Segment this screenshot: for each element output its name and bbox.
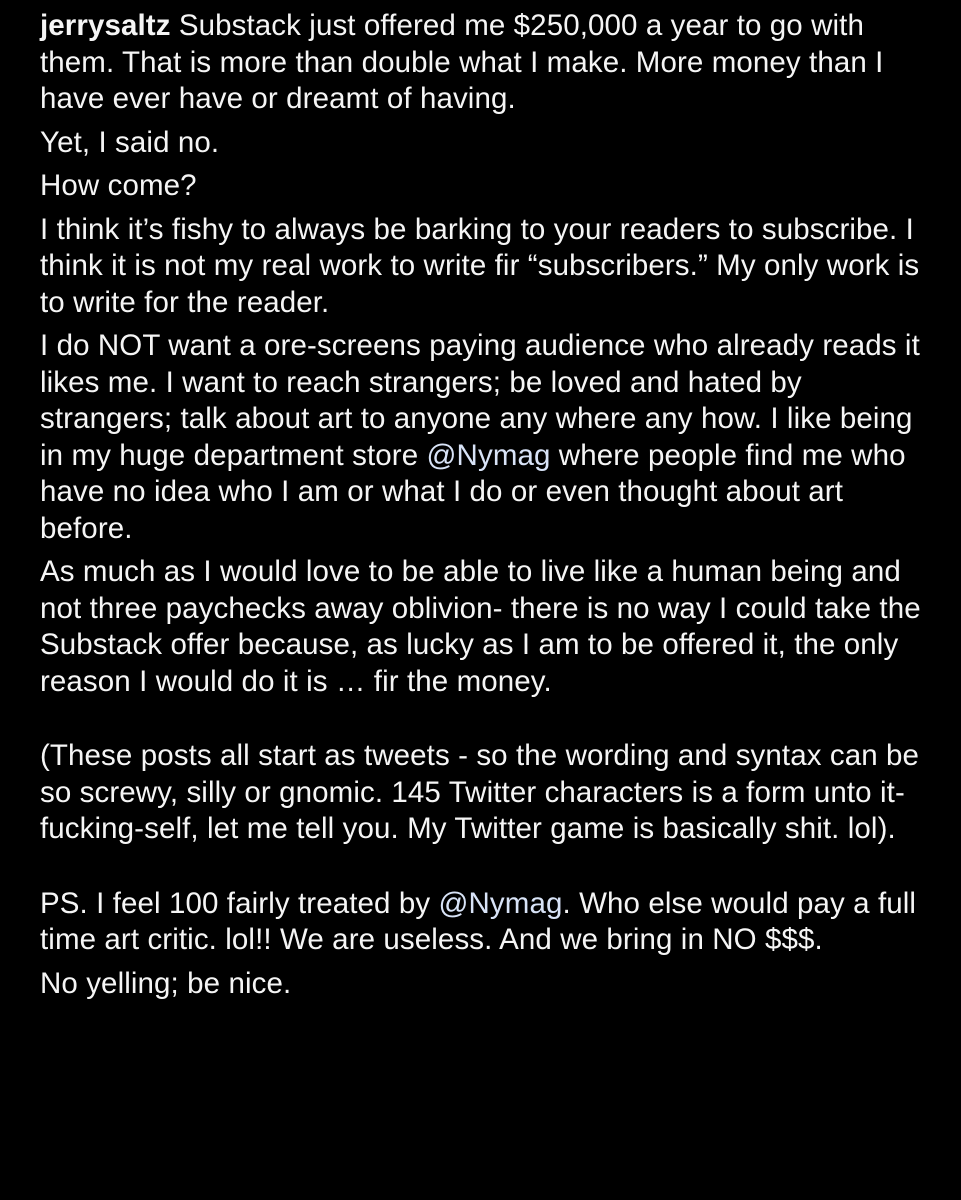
caption-text-8b: . Who else would pay a full time art critic. lol!! We are useless. And we bring in NO $$$. [40,886,917,956]
caption-paragraph-9: No yelling; be nice. [40,966,292,1000]
username-link[interactable]: jerrysaltz [40,9,171,42]
caption-paragraph-8 [40,886,940,959]
caption-paragraph-5 [40,328,940,547]
caption-paragraph-4: I think it’s fishy to always be barking to your readers to subscribe. I think it is not my real work to write fir “subscribers.” My only work is to write for the reader. [40,212,920,319]
caption-text-1: Substack just offered me $250,000 a year to go with them. That is more than double what I make. More money than I have ever have or dreamt of having. [40,9,884,115]
caption-text-8a: PS. I feel 100 fairly treated by [40,886,439,920]
caption-text-5b: where people find me who have no idea who I am or what I do or even thought about art before. [40,438,906,545]
caption-text-5a: I do NOT want a ore-screens paying audience who already reads it likes me. I want to reach strangers; be loved and hated by strangers; talk about art to anyone any where any how. I like being in my huge department store [40,329,920,472]
post-caption [40,8,940,1009]
caption-paragraph-6: As much as I would love to be able to live like a human being and not three paychecks away oblivion- there is no way I could take the Substack offer because, as lucky as I am to be offered it, the only reason I would do it is … fir the money. [40,555,921,698]
caption-paragraph-2: Yet, I said no. [40,125,220,159]
nymag-mention-link-2[interactable]: @Nymag [438,886,563,920]
caption-paragraph-1 [40,8,940,118]
nymag-mention-link[interactable]: @Nymag [426,438,551,472]
caption-paragraph-7: (These posts all start as tweets - so the wording and syntax can be so screwy, silly or gnomic. 145 Twitter characters is a form unto it-fucking-self, let me tell you. My Twitter game is basically shit. lol). [40,739,920,845]
caption-paragraph-3: How come? [40,169,197,202]
